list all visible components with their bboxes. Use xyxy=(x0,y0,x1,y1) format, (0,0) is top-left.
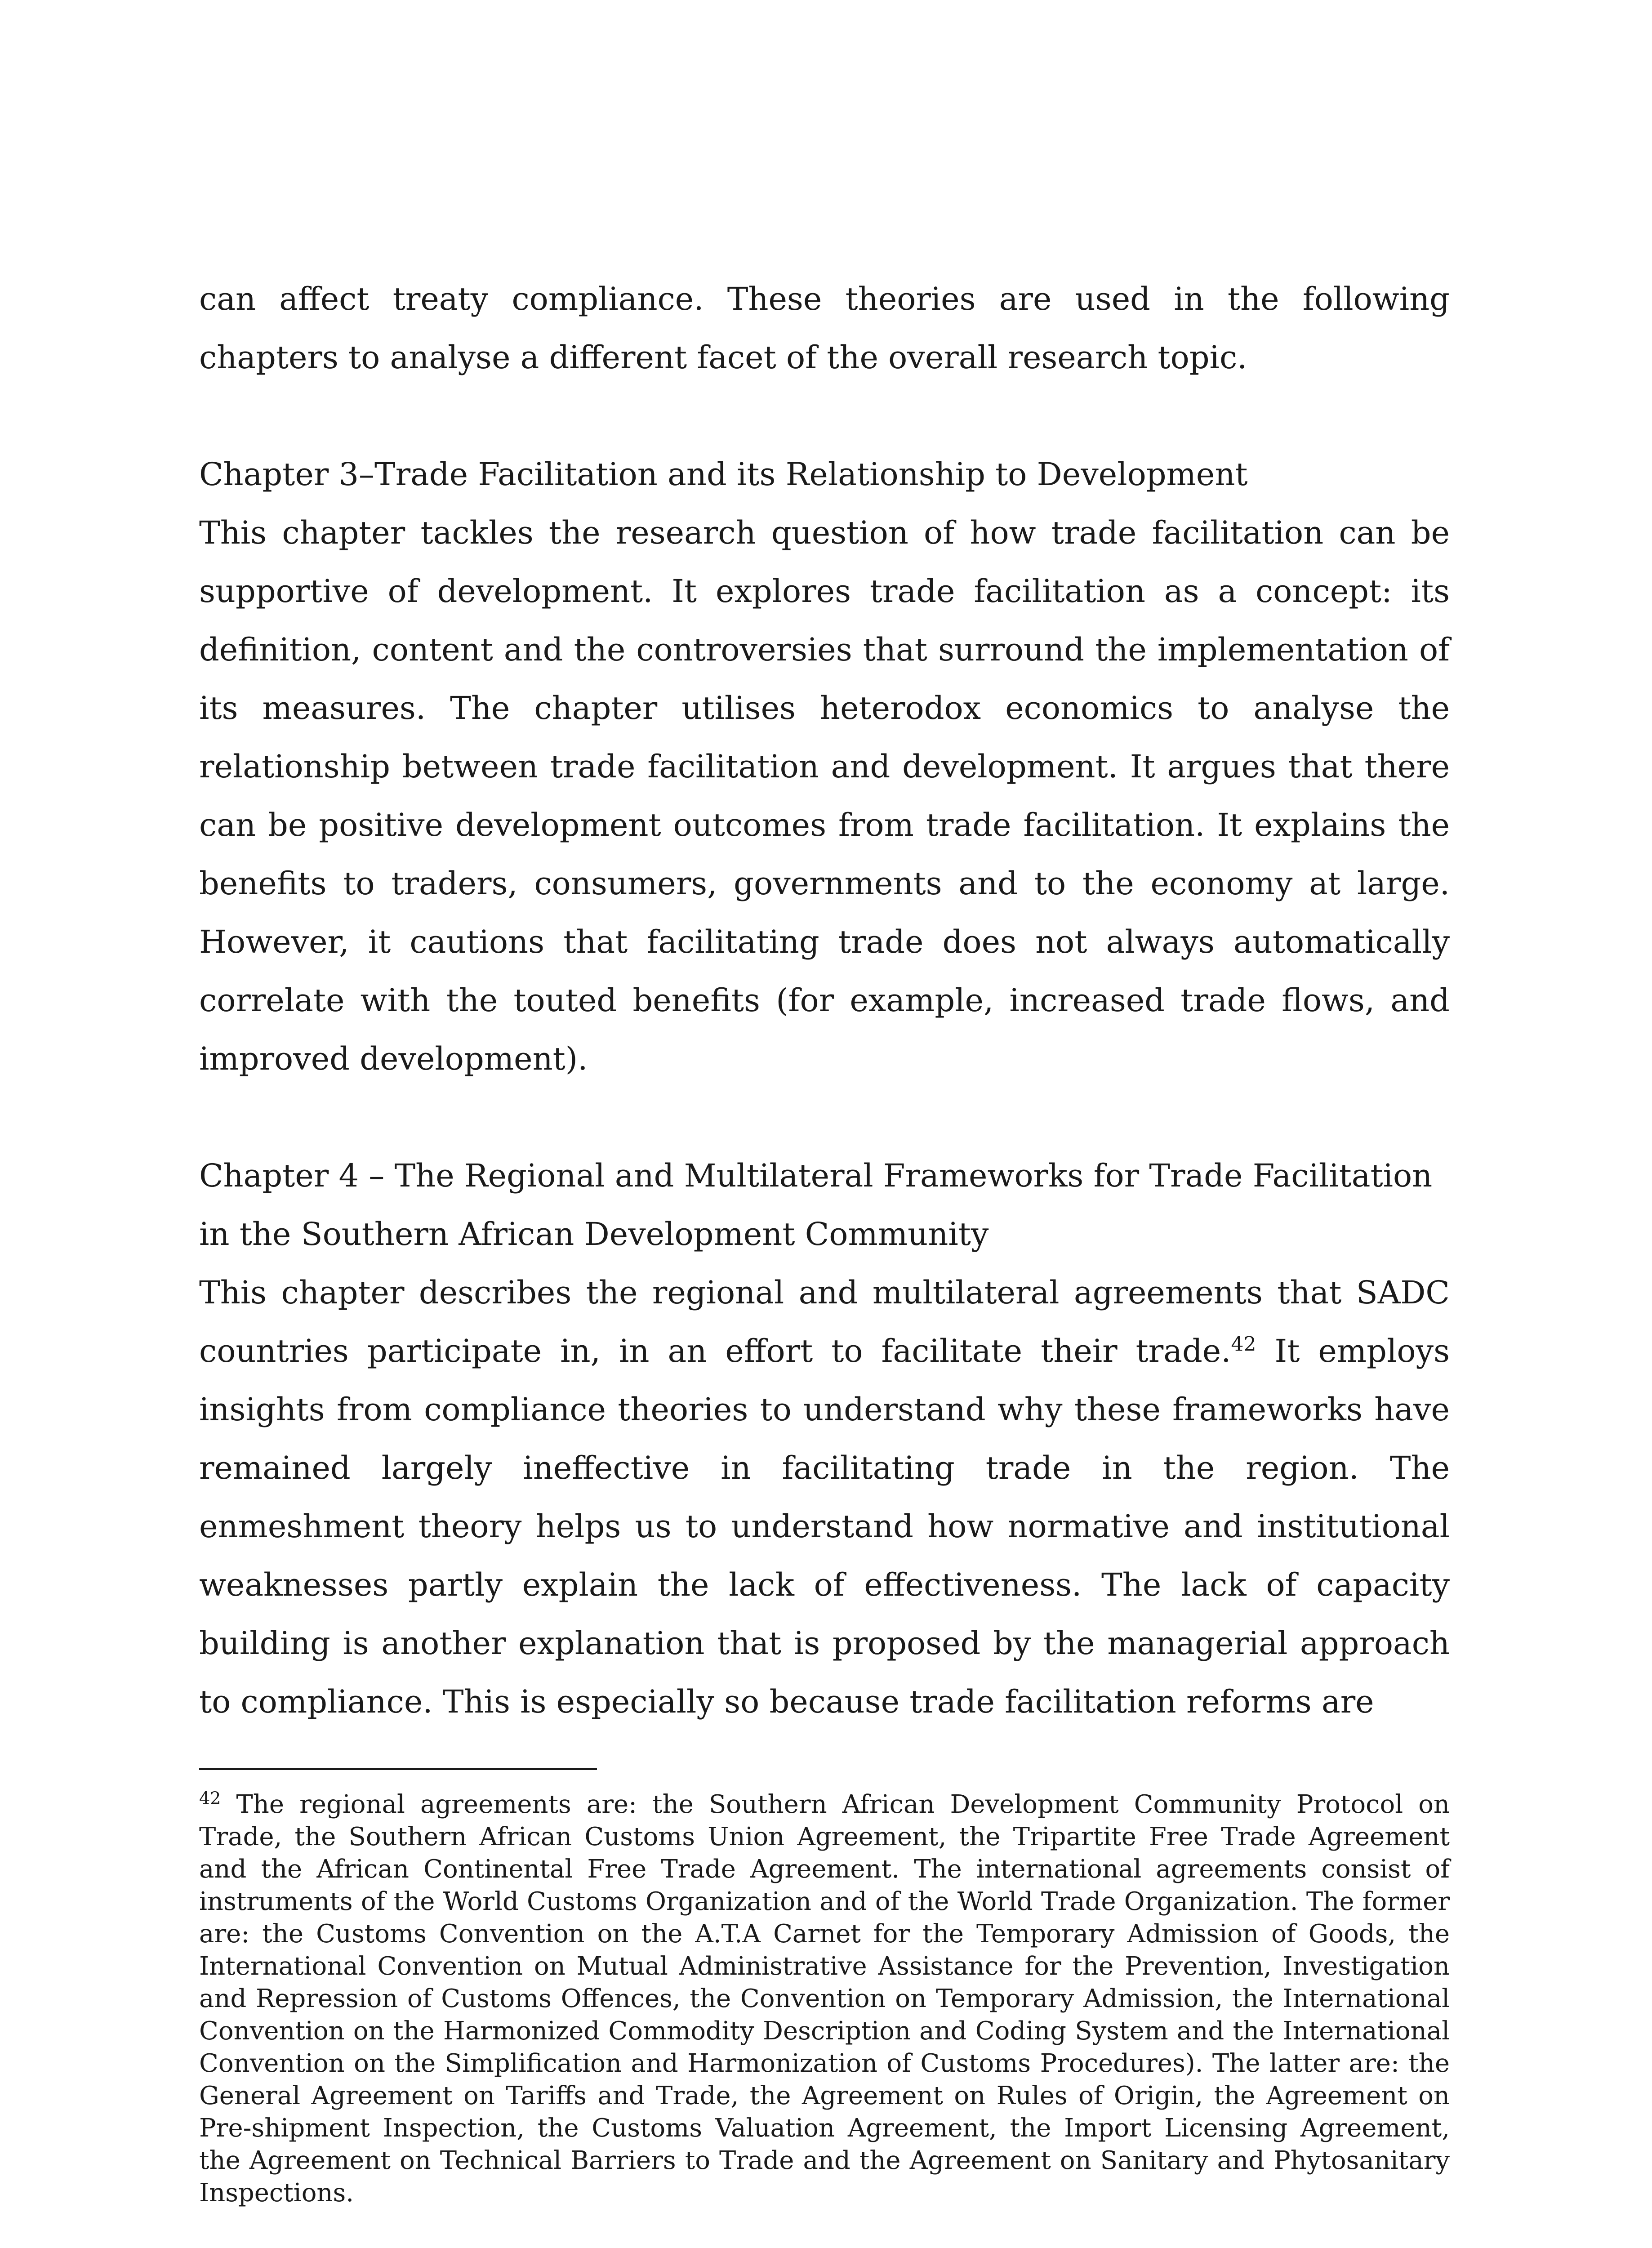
footnote-separator xyxy=(199,1768,597,1770)
footnote-reference: 42 xyxy=(1231,1333,1256,1356)
intro-paragraph: can affect treaty compliance. These theories are used in the following chapters to analyse a different facet of the overall research topic. xyxy=(199,281,1450,376)
chapter-4-text-part2: It employs insights from compliance theories to understand why these frameworks have remained largely ineffective in facilitating trade in the region. The enmeshment theory helps us to understand how normative and institutional weaknesses partly explain the lack of effectiveness. The lack of capacity building is another explanation that is proposed by the managerial approach to compliance. This is especially so because trade facilitation reforms are xyxy=(199,1333,1450,1720)
chapter-4-heading: Chapter 4 – The Regional and Multilateral Frameworks for Trade Facilitation in the Southern African Development Community xyxy=(199,1157,1433,1253)
footnote-42 xyxy=(199,1789,1450,2209)
chapter-3-paragraph: This chapter tackles the research question of how trade facilitation can be supportive of development. It explores trade facilitation as a concept: its definition, content and the controversies that surround the implementation of its measures. The chapter utilises heterodox economics to analyse the relationship between trade facilitation and development. It argues that there can be positive development outcomes from trade facilitation. It explains the benefits to traders, consumers, governments and to the economy at large. However, it cautions that facilitating trade does not always automatically correlate with the touted benefits (for example, increased trade flows, and improved development). xyxy=(199,514,1450,1077)
chapter-4-paragraph xyxy=(199,1263,1450,1731)
footnote-number: 42 xyxy=(199,1788,221,1808)
chapter-4-text-part1: This chapter describes the regional and multilateral agreements that SADC countries participate in, in an effort to facilitate their trade. xyxy=(199,1274,1450,1369)
chapter-3-heading: Chapter 3–Trade Facilitation and its Relationship to Development xyxy=(199,456,1248,493)
footnote-text: The regional agreements are: the Southern African Development Community Protocol on Trade, the Southern African Customs Union Agreement, the Tripartite Free Trade Agreement and the African Continental Free Trade Agreement. The international agreements consist of instruments of the World Customs Organization and of the World Trade Organization. The former are: the Customs Convention on the A.T.A Carnet for the Temporary Admission of Goods, the International Convention on Mutual Administrative Assistance for the Prevention, Investigation and Repression of Customs Offences, the Convention on Temporary Admission, the International Convention on the Harmonized Commodity Description and Coding System and the International Convention on the Simplification and Harmonization of Customs Procedures). The latter are: the General Agreement on Tariffs and Trade, the Agreement on Rules of Origin, the Agreement on Pre-shipment Inspection, the Customs Valuation Agreement, the Import Licensing Agreement, the Agreement on Technical Barriers to Trade and the Agreement on Sanitary and Phytosanitary Inspections. xyxy=(199,1790,1450,2208)
